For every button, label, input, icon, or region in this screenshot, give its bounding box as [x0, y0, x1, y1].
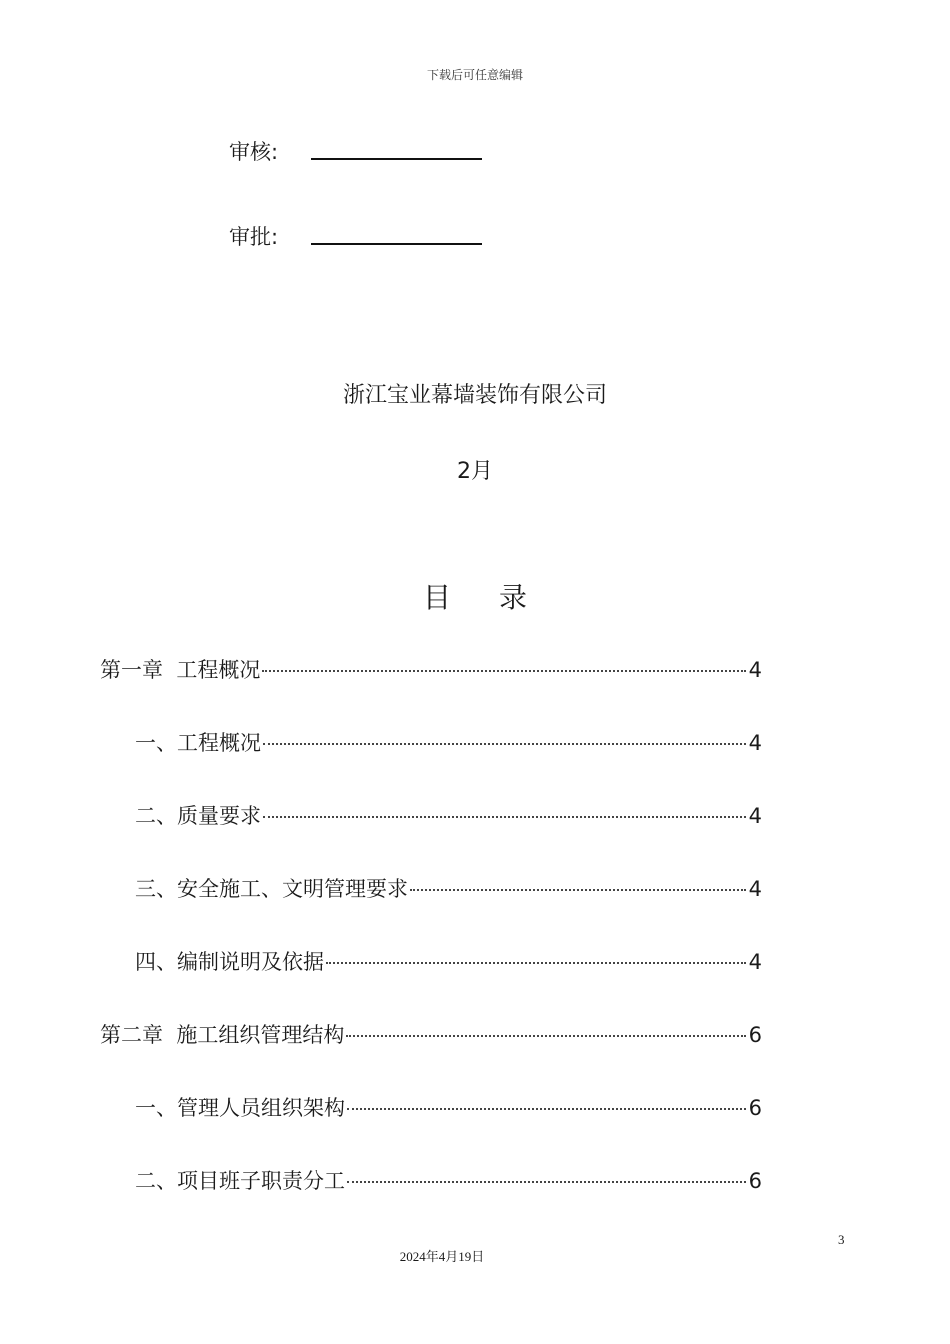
toc-entry-text: 第一章 工程概况 [100, 658, 261, 682]
toc-entry[interactable] [135, 869, 762, 909]
toc-entry-text: 二、质量要求 [135, 804, 261, 828]
toc-title: 目录 [422, 581, 575, 614]
approval-signature-row [229, 221, 482, 251]
toc-leader-dots [346, 1035, 746, 1037]
toc-entry-page: 4 [748, 658, 762, 682]
toc-entry-page: 6 [748, 1169, 762, 1193]
footer-date: 2024年4月19日 [399, 1249, 485, 1264]
toc-entry[interactable] [100, 1015, 762, 1055]
toc-entry-page: 6 [748, 1023, 762, 1047]
toc-entry-text: 四、编制说明及依据 [135, 950, 324, 974]
month: 2月 [457, 459, 493, 484]
review-signature-row [229, 136, 482, 166]
toc-entry[interactable] [135, 1161, 762, 1201]
review-label: 审核: [229, 140, 279, 164]
toc-entry-page: 4 [748, 877, 762, 901]
approval-signature-line [311, 243, 482, 245]
toc-entry-page: 4 [748, 731, 762, 755]
toc-entry-page: 4 [748, 804, 762, 828]
toc-leader-dots [347, 1108, 746, 1110]
header-note: 下载后可任意编辑 [426, 68, 523, 82]
toc-entry-text: 三、安全施工、文明管理要求 [135, 877, 408, 901]
toc-leader-dots [262, 670, 746, 672]
toc-entry[interactable] [100, 650, 762, 690]
page-number: 3 [838, 1232, 845, 1247]
toc-entry-text: 一、管理人员组织架构 [135, 1096, 345, 1120]
toc-leader-dots [326, 962, 746, 964]
toc-leader-dots [263, 816, 746, 818]
toc-leader-dots [263, 743, 746, 745]
approval-label: 审批: [229, 225, 279, 249]
toc-entry-text: 二、项目班子职责分工 [135, 1169, 345, 1193]
toc-entry[interactable] [135, 796, 762, 836]
toc-entry[interactable] [135, 942, 762, 982]
toc-entry[interactable] [135, 723, 762, 763]
toc-leader-dots [347, 1181, 746, 1183]
review-signature-line [311, 158, 482, 160]
toc-entry-page: 6 [748, 1096, 762, 1120]
company-name: 浙江宝业幕墙装饰有限公司 [342, 383, 607, 408]
toc-entry-text: 一、工程概况 [135, 731, 261, 755]
toc-entry-text: 第二章 施工组织管理结构 [100, 1023, 345, 1047]
toc-entry-page: 4 [748, 950, 762, 974]
toc-leader-dots [410, 889, 746, 891]
toc-entry[interactable] [135, 1088, 762, 1128]
